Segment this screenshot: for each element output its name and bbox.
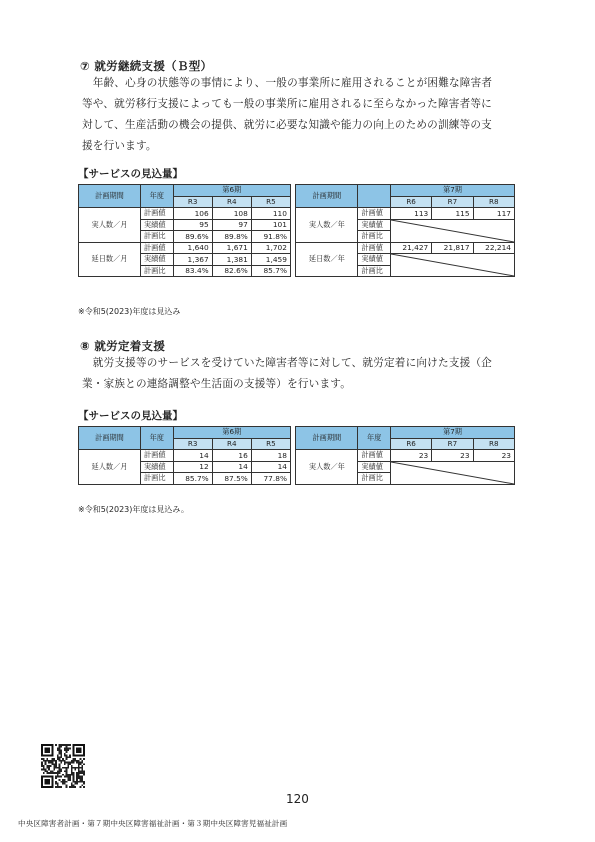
- header-year: 年度: [140, 427, 173, 450]
- cell-value: 1,640: [173, 242, 212, 254]
- header-plan-period: 計画期間: [79, 427, 141, 450]
- row-kind: 計画比: [140, 231, 173, 243]
- section-8-paragraph: [82, 353, 492, 395]
- diagonal-line-icon: [391, 462, 514, 484]
- not-applicable-cell: [390, 254, 514, 277]
- year-r8: R8: [473, 438, 514, 450]
- cell-value: 14: [212, 461, 251, 473]
- cell-value: 95: [173, 219, 212, 231]
- paragraph-line: 等や、就労移行支援によっても一般の事業所に雇用されるに至らなかった障害者等に: [82, 98, 492, 110]
- cell-value: 18: [251, 450, 290, 462]
- cell-value: 21,817: [432, 242, 473, 254]
- row-kind: 計画値: [358, 450, 391, 462]
- cell-value: 77.8%: [251, 473, 290, 485]
- row-kind: 計画比: [140, 473, 173, 485]
- row-kind: 実績値: [358, 219, 391, 231]
- header-period-7: 第7期: [390, 185, 514, 197]
- qr-code-icon: [41, 744, 85, 788]
- cell-value: 89.8%: [212, 231, 251, 243]
- cell-value: 22,214: [473, 242, 514, 254]
- cell-value: 21,427: [390, 242, 431, 254]
- cell-value: 23: [432, 450, 473, 462]
- year-r4: R4: [212, 196, 251, 208]
- header-period-6: 第6期: [173, 185, 290, 197]
- group-label: 実人数／月: [79, 208, 141, 243]
- not-applicable-cell: [390, 461, 514, 484]
- year-r7: R7: [432, 196, 473, 208]
- cell-value: 106: [173, 208, 212, 220]
- cell-value: 85.7%: [173, 473, 212, 485]
- row-kind: 計画比: [140, 265, 173, 277]
- year-r4: R4: [212, 438, 251, 450]
- year-r7: R7: [432, 438, 473, 450]
- row-kind: 計画値: [358, 208, 391, 220]
- year-r8: R8: [473, 196, 514, 208]
- row-kind: 計画比: [358, 231, 391, 243]
- cell-value: 1,671: [212, 242, 251, 254]
- paragraph-line: 年齢、心身の状態等の事情により、一般の事業所に雇用されることが困難な障害者: [82, 77, 493, 89]
- group-label: 延日数／年: [296, 242, 358, 277]
- header-year: 年度: [358, 427, 391, 450]
- year-r5: R5: [251, 438, 290, 450]
- cell-value: 89.6%: [173, 231, 212, 243]
- cell-value: 16: [212, 450, 251, 462]
- header-year: 年度: [140, 185, 173, 208]
- group-label: 実人数／年: [296, 450, 358, 485]
- paragraph-line: 就労支援等のサービスを受けていた障害者等に対して、就労定着に向けた支援（企: [82, 357, 492, 369]
- section-7-paragraph: [82, 73, 492, 157]
- cell-value: 1,459: [251, 254, 290, 266]
- row-kind: 計画比: [358, 265, 391, 277]
- header-plan-period: 計画期間: [296, 185, 358, 208]
- section-7-note: ※令和5(2023)年度は見込み: [78, 307, 181, 316]
- section-8-table: [78, 426, 515, 485]
- year-r6: R6: [390, 438, 431, 450]
- cell-value: 115: [432, 208, 473, 220]
- cell-value: 110: [251, 208, 290, 220]
- header-period-6: 第6期: [173, 427, 290, 439]
- header-period-7: 第7期: [390, 427, 514, 439]
- cell-value: 83.4%: [173, 265, 212, 277]
- cell-value: 1,381: [212, 254, 251, 266]
- cell-value: 14: [173, 450, 212, 462]
- row-kind: 計画値: [140, 242, 173, 254]
- not-applicable-cell: [390, 219, 514, 242]
- diagonal-line-icon: [391, 220, 514, 242]
- row-kind: 計画値: [140, 450, 173, 462]
- cell-value: 108: [212, 208, 251, 220]
- cell-value: 23: [390, 450, 431, 462]
- row-kind: 実績値: [140, 461, 173, 473]
- paragraph-line: 援を行います。: [82, 140, 157, 152]
- year-r3: R3: [173, 438, 212, 450]
- cell-value: 97: [212, 219, 251, 231]
- paragraph-line: 対して、生産活動の機会の提供、就労に必要な知識や能力の向上のための訓練等の支: [82, 119, 492, 131]
- cell-value: 85.7%: [251, 265, 290, 277]
- row-kind: 計画比: [358, 473, 391, 485]
- year-r5: R5: [251, 196, 290, 208]
- header-plan-period: 計画期間: [79, 185, 141, 208]
- header-year-empty: [358, 185, 391, 208]
- page-number: 120: [286, 792, 309, 806]
- row-kind: 実績値: [358, 254, 391, 266]
- row-kind: 実績値: [140, 219, 173, 231]
- footer-title: 中央区障害者計画・第７期中央区障害福祉計画・第３期中央区障害児福祉計画: [18, 819, 288, 828]
- paragraph-line: 業・家族との連絡調整や生活面の支援等）を行います。: [82, 378, 351, 390]
- cell-value: 14: [251, 461, 290, 473]
- section-7-heading: ⑦ 就労継続支援（Ｂ型）: [80, 59, 213, 73]
- cell-value: 12: [173, 461, 212, 473]
- section-8-table-label: 【サービスの見込量】: [78, 410, 183, 422]
- cell-value: 113: [390, 208, 431, 220]
- row-kind: 計画値: [358, 242, 391, 254]
- group-label: 延日数／月: [79, 242, 141, 277]
- cell-value: 23: [473, 450, 514, 462]
- section-7-table: [78, 184, 515, 277]
- row-kind: 計画値: [140, 208, 173, 220]
- cell-value: 91.8%: [251, 231, 290, 243]
- year-r3: R3: [173, 196, 212, 208]
- cell-value: 82.6%: [212, 265, 251, 277]
- group-label: 実人数／年: [296, 208, 358, 243]
- diagonal-line-icon: [391, 254, 514, 276]
- row-kind: 実績値: [358, 461, 391, 473]
- cell-value: 101: [251, 219, 290, 231]
- cell-value: 1,702: [251, 242, 290, 254]
- header-plan-period: 計画期間: [296, 427, 358, 450]
- cell-value: 87.5%: [212, 473, 251, 485]
- row-kind: 実績値: [140, 254, 173, 266]
- year-r6: R6: [390, 196, 431, 208]
- section-7-table-label: 【サービスの見込量】: [78, 168, 183, 180]
- section-8-heading: ⑧ 就労定着支援: [80, 339, 166, 353]
- cell-value: 1,367: [173, 254, 212, 266]
- group-label: 延人数／月: [79, 450, 141, 485]
- cell-value: 117: [473, 208, 514, 220]
- section-8-note: ※令和5(2023)年度は見込み。: [78, 505, 189, 514]
